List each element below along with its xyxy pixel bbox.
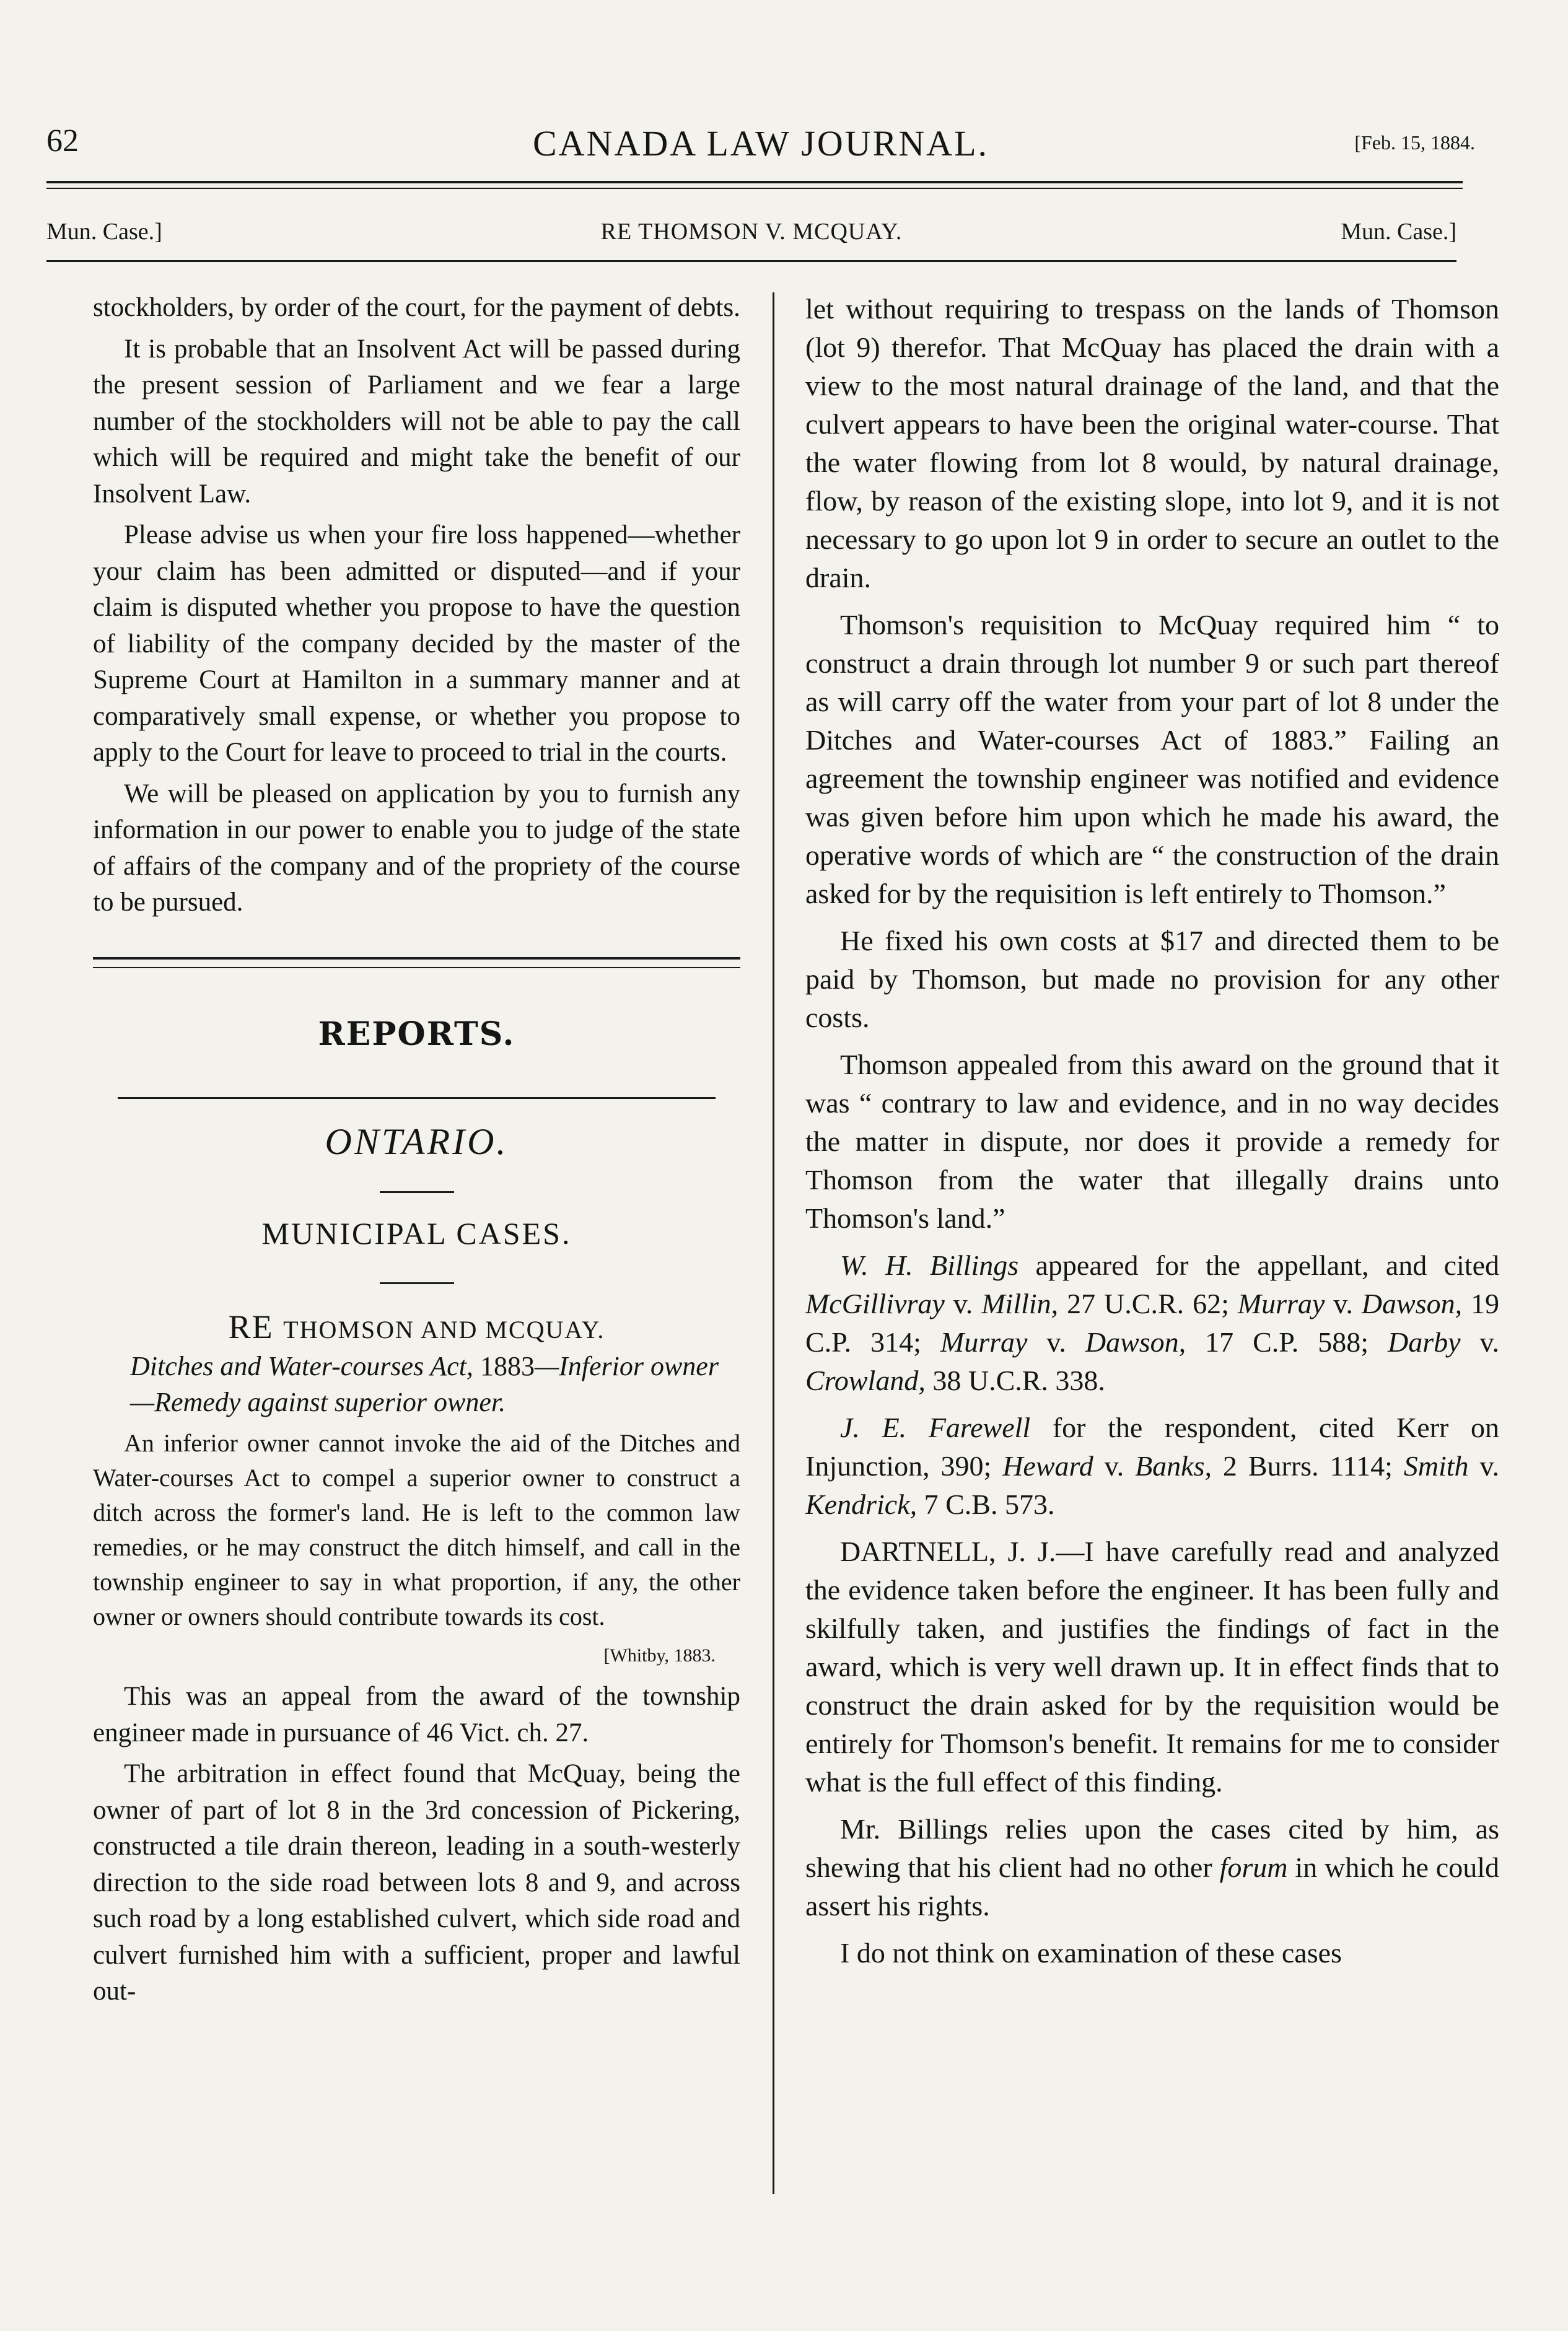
short-rule-2 <box>380 1282 454 1284</box>
case-party: Dawson, <box>1085 1326 1186 1358</box>
case-title <box>93 1309 740 1349</box>
short-rule-1 <box>380 1191 454 1193</box>
appellant-counsel: W. H. Billings <box>840 1249 1019 1281</box>
citation-text: for the respondent, cited Kerr on Injunction, 390; <box>805 1412 1499 1482</box>
left-paragraph-6: The arbitration in effect found that McQuay, being the owner of part of lot 8 in the 3rd concession of Pickering, constructed a tile drain thereon, leading in a south-westerly direction to the side road between lots 8 and 9, and across such road by a long established culvert, which side road and culvert furnished him with a sufficient, proper and lawful out- <box>93 1759 740 2006</box>
header-rule-thin <box>46 188 1463 189</box>
citation-text: 17 C.P. 588; <box>1186 1326 1388 1358</box>
case-party: Heward <box>1002 1450 1093 1482</box>
judge-name: DARTNELL, J. J. <box>840 1536 1056 1567</box>
province-heading: ONTARIO. <box>325 1121 509 1162</box>
headnote-year: 1883 <box>480 1350 535 1381</box>
left-paragraph-5: This was an appeal from the award of the township engineer made in pursuance of 46 Vict. ch. 27. <box>93 1682 740 1747</box>
reports-heading: REPORTS. <box>318 1015 515 1053</box>
headnote-topic: —Inferior owner—Remedy against superior owner. <box>130 1350 719 1417</box>
case-party: Murray <box>940 1326 1028 1358</box>
case-party: Kendrick, <box>805 1489 918 1520</box>
running-head <box>46 123 1475 172</box>
judgment-text: Mr. Billings relies upon the cases cited by him, as shewing that his client had no other <box>805 1813 1499 1883</box>
section-double-rule <box>93 957 740 968</box>
issue-date: [Feb. 15, 1884. <box>1354 131 1475 154</box>
citation-text: 2 Burrs. 1114; <box>1212 1450 1404 1482</box>
case-name-center: RE THOMSON V. MCQUAY. <box>600 219 903 245</box>
reports-rule <box>118 1097 716 1099</box>
right-paragraph-6 <box>805 1409 1499 1524</box>
case-running-head <box>46 218 1456 253</box>
citation-text: 7 C.B. 573. <box>917 1489 1055 1520</box>
case-party: Darby <box>1387 1326 1461 1358</box>
citation-text: v. <box>1027 1326 1085 1358</box>
right-paragraph-8 <box>805 1810 1499 1925</box>
court-note: [Whitby, 1883. <box>603 1645 716 1666</box>
case-party: Crowland, <box>805 1365 926 1396</box>
case-party: Murray <box>1237 1288 1325 1319</box>
citation-text: 27 U.C.R. 62; <box>1058 1288 1238 1319</box>
citation-text: v. <box>1093 1450 1136 1482</box>
citation-text: v. <box>1468 1450 1499 1482</box>
citation-text: v. <box>1325 1288 1362 1319</box>
citation-text: v. <box>944 1288 982 1319</box>
left-paragraph-1: stockholders, by order of the court, for the payment of debts. <box>93 293 740 322</box>
citation-text: appeared for the appellant, and cited <box>1018 1249 1500 1281</box>
headnote <box>93 1349 740 1421</box>
header-rule-thick <box>46 181 1463 183</box>
right-paragraph-7 <box>805 1533 1499 1801</box>
right-paragraph-4: Thomson appealed from this award on the ground that it was “ contrary to law and evidence, and in no way decides the matter in dispute, nor does it provide a remedy for Thomson from the water that illegally drains unto Thomson's land.” <box>805 1049 1499 1234</box>
case-type-right: Mun. Case.] <box>1341 219 1456 245</box>
case-title-parties: THOMSON AND MCQUAY. <box>283 1316 605 1344</box>
judgment-text: —I have carefully read and analyzed the evidence taken before the engineer. It has been fully and skilfully taken, and justifies the findings of fact in the award, which is very well drawn up. It in effect finds that to construct the drain asked for by the requisition would be entirely for Thomson's benefit. It remains for me to consider what is the full effect of this finding. <box>805 1536 1499 1798</box>
journal-title: CANADA LAW JOURNAL. <box>532 123 989 164</box>
case-type-left: Mun. Case.] <box>46 219 162 245</box>
right-paragraph-3: He fixed his own costs at $17 and directed them to be paid by Thomson, but made no provision for any other costs. <box>805 925 1499 1033</box>
judgment-text: in which he could assert his rights. <box>805 1852 1500 1922</box>
left-paragraph-2: It is probable that an Insolvent Act will be passed during the present session of Parliament and we fear a large number of the stockholders will not be able to pay the call which will be required and might take the benefit of our Insolvent Law. <box>93 334 740 509</box>
citation-text: 38 U.C.R. 338. <box>925 1365 1105 1396</box>
case-party: Smith <box>1403 1450 1469 1482</box>
section-heading: MUNICIPAL CASES. <box>261 1215 572 1251</box>
column-divider <box>773 292 774 2194</box>
right-paragraph-5 <box>805 1246 1499 1400</box>
headnote-act: Ditches and Water-courses Act, <box>130 1350 473 1381</box>
case-party: Banks, <box>1135 1450 1212 1482</box>
case-title-re: RE <box>228 1308 274 1345</box>
right-paragraph-1: let without requiring to trespass on the lands of Thomson (lot 9) therefor. That McQuay has placed the drain with a view to the most natural drainage of the land, and that the culvert appears to have been the original water-course. That the water flowing from lot 8 would, by natural drainage, flow, by reason of the existing slope, into lot 9, and it is not necessary to go upon lot 9 in order to secure an outlet to the drain. <box>805 293 1499 593</box>
citation-text: 19 C.P. 314; <box>805 1288 1500 1358</box>
case-summary: An inferior owner cannot invoke the aid of the Ditches and Water-courses Act to compel a superior owner to construct a ditch across the former's land. He is left to the common law remedies, or he may construct the ditch himself, and call in the township engineer to say in what proportion, if any, the other owner or owners should contribute towards its cost. <box>93 1428 740 1630</box>
case-party: Dawson, <box>1361 1288 1463 1319</box>
case-party: Millin, <box>981 1288 1059 1319</box>
left-paragraph-3: Please advise us when your fire loss happened—whether your claim has been admitted or disputed—and if your claim is disputed whether you propose to have the question of liability of the company decided by the master of the Supreme Court at Hamilton in a summary manner and at comparatively small expense, or whether you propose to apply to the Court for leave to proceed to trial in the courts. <box>93 520 740 767</box>
right-paragraph-2: Thomson's requisition to McQuay required him “ to construct a drain through lot number 9 or such part thereof as will carry off the water from your part of lot 8 under the Ditches and Water-courses Act of 1883.” Failing an agreement the township engineer was notified and evidence was given before him upon which he made his award, the operative words of which are “ the construction of the drain asked for by the requisition is left entirely to Thomson.” <box>805 609 1499 909</box>
respondent-counsel: J. E. Farewell <box>840 1412 1031 1443</box>
citation-text: v. <box>1460 1326 1499 1358</box>
right-paragraph-9: I do not think on examination of these cases <box>840 1937 1342 1969</box>
right-column <box>805 290 1499 1972</box>
case-party: McGillivray <box>805 1288 945 1319</box>
forum-word: forum <box>1219 1852 1288 1883</box>
left-column <box>93 290 740 2010</box>
page-number: 62 <box>46 123 79 159</box>
left-paragraph-4: We will be pleased on application by you to furnish any information in our power to enable you to judge of the state of affairs of the company and of the propriety of the course to be pursued. <box>93 779 740 917</box>
case-head-rule <box>46 260 1456 262</box>
